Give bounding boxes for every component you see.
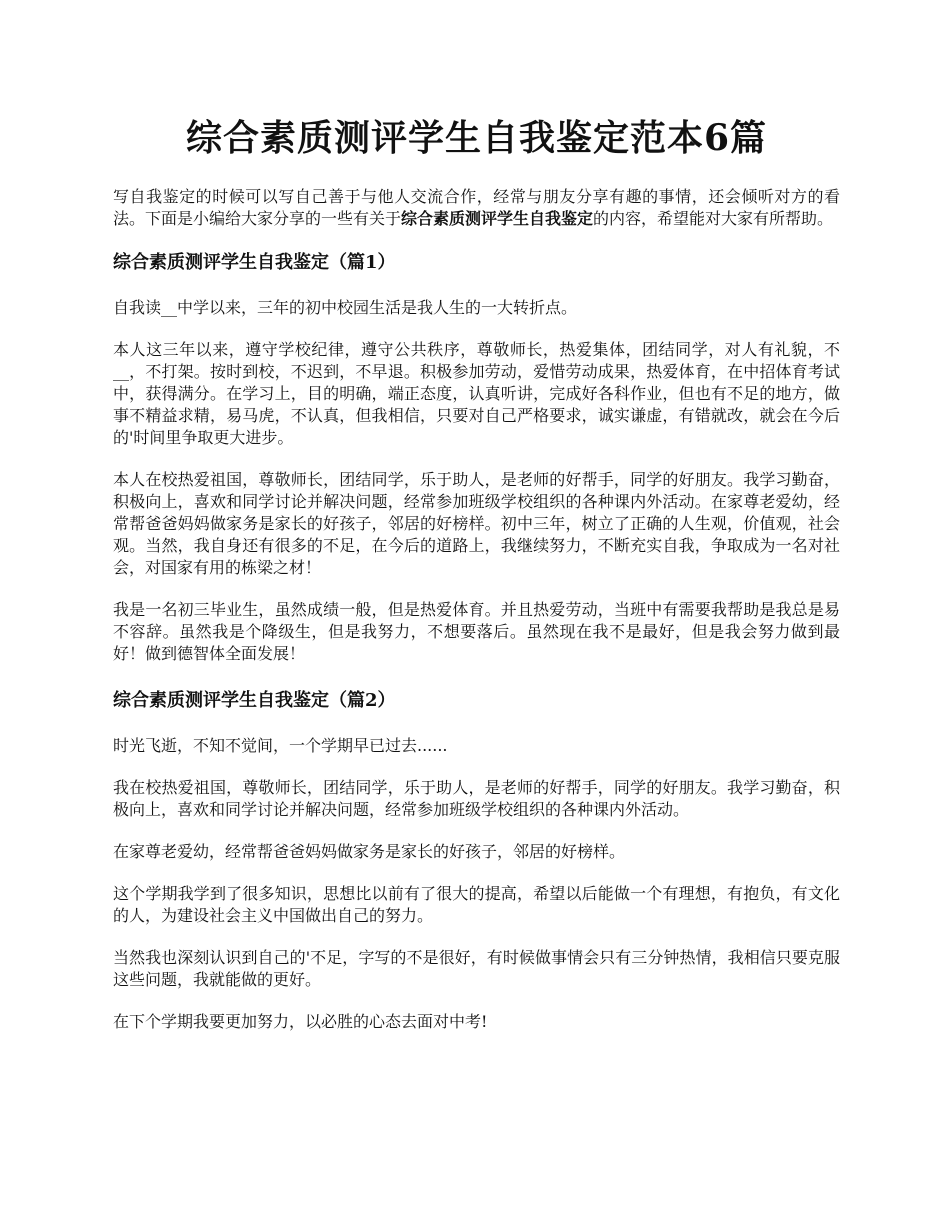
section-2-paragraph: 时光飞逝，不知不觉间，一个学期早已过去......	[113, 736, 448, 755]
section-1-paragraph: 本人这三年以来，遵守学校纪律，遵守公共秩序，尊敬师长，热爱集体，团结同学，对人有礼貌，不__，不打架。按时到校，不迟到，不早退。积极参加劳动，爱惜劳动成果，热爱体育，在中招体育考试中，获得满分。在学习上，目的明确，端正态度，认真听讲，完成好各科作业，但也有不足的地方，做事不精益求精，易马虎，不认真，但我相信，只要对自己严格要求，诚实谦虚，有错就改，就会在今后的'时间里争取更大进步。	[113, 340, 840, 447]
intro-text-before: 写自我鉴定的时候可以写自己善于与他人交流合作，经常与朋友分享有趣的事情，还会倾听对方的看法。下面是小编给大家分享的一些有关于	[113, 187, 840, 228]
section-2-paragraph: 这个学期我学到了很多知识，思想比以前有了很大的提高，希望以后能做一个有理想，有抱负，有文化的人，为建设社会主义中国做出自己的努力。	[113, 884, 840, 925]
section-1-heading: 综合素质测评学生自我鉴定（篇1）	[113, 252, 396, 273]
section-2-paragraph: 在家尊老爱幼，经常帮爸爸妈妈做家务是家长的好孩子，邻居的好榜样。	[113, 842, 626, 861]
document-page	[113, 0, 840, 1033]
section-2-heading: 综合素质测评学生自我鉴定（篇2）	[113, 690, 396, 711]
document-title: 综合素质测评学生自我鉴定范本6篇	[185, 117, 768, 159]
section-1-paragraph: 本人在校热爱祖国，尊敬师长，团结同学，乐于助人，是老师的好帮手，同学的好朋友。我学习勤奋，积极向上，喜欢和同学讨论并解决问题，经常参加班级学校组织的各种课内外活动。在家尊老爱幼，经常帮爸爸妈妈做家务是家长的好孩子，邻居的好榜样。初中三年，树立了正确的人生观，价值观，社会观。当然，我自身还有很多的不足，在今后的道路上，我继续努力，不断充实自我，争取成为一名对社会，对国家有用的栋梁之材！	[113, 470, 840, 577]
intro-text-after: 的内容，希望能对大家有所帮助。	[593, 209, 834, 228]
section-1-paragraph: 我是一名初三毕业生，虽然成绩一般，但是热爱体育。并且热爱劳动，当班中有需要我帮助是我总是易不容辞。虽然我是个降级生，但是我努力，不想要落后。虽然现在我不是最好，但是我会努力做到最好！做到德智体全面发展！	[113, 600, 840, 663]
section-2-paragraph: 我在校热爱祖国，尊敬师长，团结同学，乐于助人，是老师的好帮手，同学的好朋友。我学习勤奋，积极向上，喜欢和同学讨论并解决问题，经常参加班级学校组织的各种课内外活动。	[113, 778, 840, 819]
intro-bold-keyword: 综合素质测评学生自我鉴定	[401, 209, 594, 228]
section-1-paragraph: 自我读__中学以来，三年的初中校园生活是我人生的一大转折点。	[113, 298, 578, 317]
section-2-paragraph: 在下个学期我要更加努力，以必胜的心态去面对中考!	[113, 1012, 488, 1031]
section-2-paragraph: 当然我也深刻认识到自己的'不足，字写的不是很好，有时候做事情会只有三分钟热情，我相信只要克服这些问题，我就能做的更好。	[113, 948, 840, 989]
intro-paragraph	[113, 186, 840, 230]
